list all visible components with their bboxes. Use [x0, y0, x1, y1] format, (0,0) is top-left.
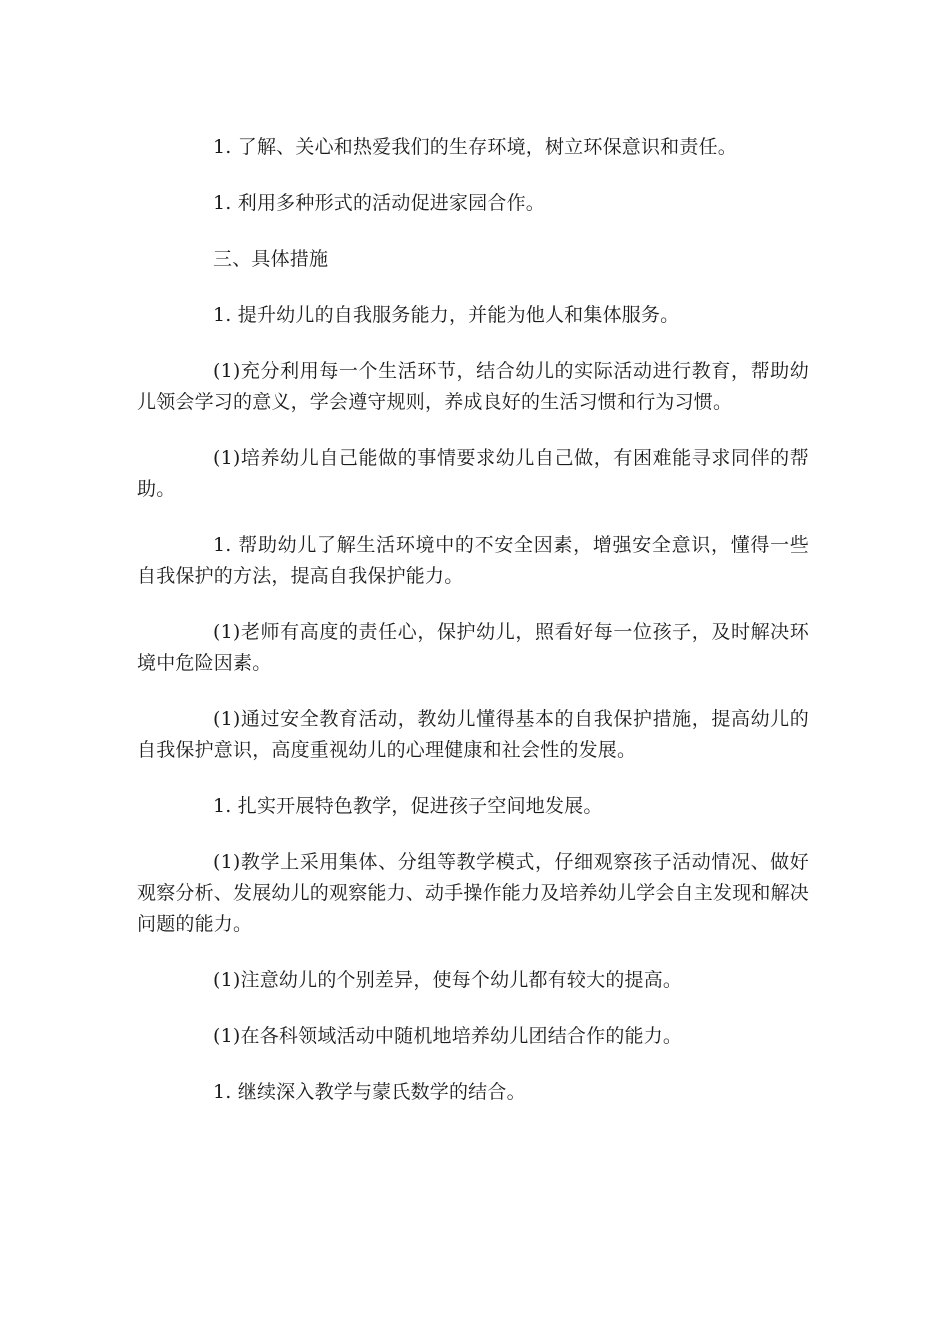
paragraph-individual-differences: (1)注意幼儿的个别差异，使每个幼儿都有较大的提高。: [213, 969, 683, 991]
paragraph-safety-awareness: 1. 帮助幼儿了解生活环境中的不安全因素，增强安全意识，懂得一些自我保护的方法，提高自我保护能力。: [137, 534, 809, 587]
paragraph-montessori-math: 1. 继续深入教学与蒙氏数学的结合。: [213, 1081, 526, 1103]
section-heading-measures: 三、具体措施: [213, 248, 329, 270]
paragraph-cooperation: (1)在各科领域活动中随机地培养幼儿团结合作的能力。: [213, 1025, 683, 1047]
paragraph-teaching-modes: (1)教学上采用集体、分组等教学模式，仔细观察孩子活动情况、做好观察分析、发展幼儿的观察能力、动手操作能力及培养幼儿学会自主发现和解决问题的能力。: [137, 851, 810, 935]
paragraph-special-teaching: 1. 扎实开展特色教学，促进孩子空间地发展。: [213, 795, 603, 817]
document-body: [137, 132, 809, 1133]
paragraph-self-service: 1. 提升幼儿的自我服务能力，并能为他人和集体服务。: [213, 304, 680, 326]
paragraph-daily-life-education: (1)充分利用每一个生活环节，结合幼儿的实际活动进行教育，帮助幼儿领会学习的意义，学会遵守规则，养成良好的生活习惯和行为习惯。: [137, 360, 809, 413]
paragraph-goal-home-school: 1. 利用多种形式的活动促进家园合作。: [213, 192, 545, 214]
paragraph-goal-environment: 1. 了解、关心和热爱我们的生存环境，树立环保意识和责任。: [213, 136, 737, 158]
paragraph-self-reliance: (1)培养幼儿自己能做的事情要求幼儿自己做，有困难能寻求同伴的帮助。: [137, 447, 809, 500]
paragraph-safety-education: (1)通过安全教育活动，教幼儿懂得基本的自我保护措施，提高幼儿的自我保护意识，高度重视幼儿的心理健康和社会性的发展。: [137, 708, 809, 761]
paragraph-teacher-responsibility: (1)老师有高度的责任心，保护幼儿，照看好每一位孩子，及时解决环境中危险因素。: [137, 621, 809, 674]
